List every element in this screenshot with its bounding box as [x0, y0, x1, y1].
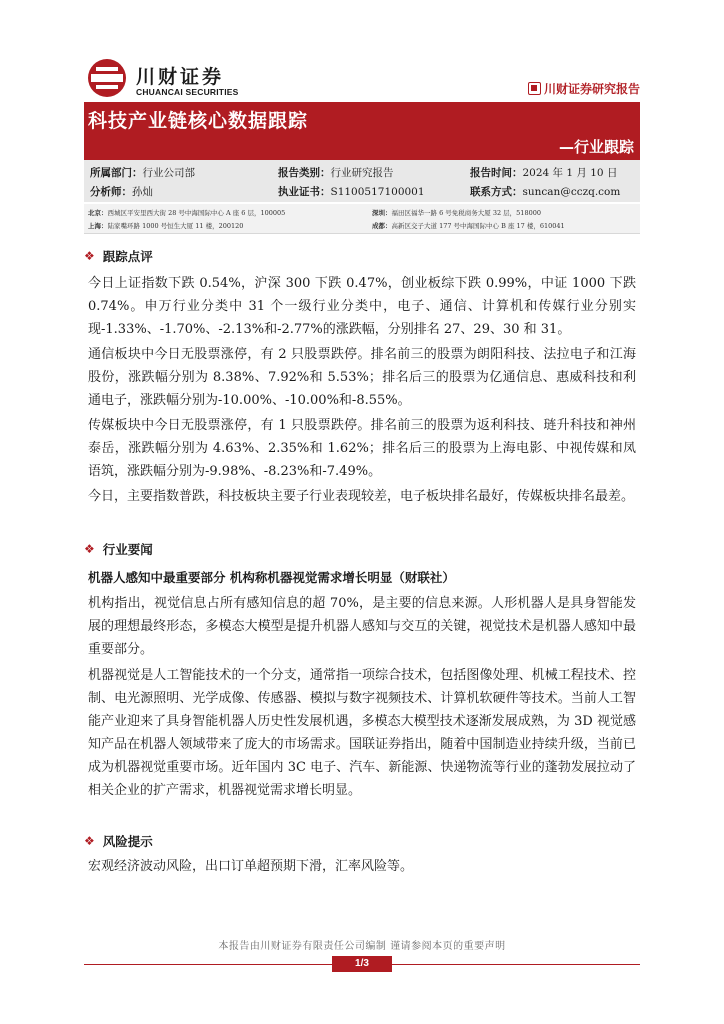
chuancai-logo-icon: [84, 58, 130, 98]
paragraph-telecom: 通信板块中今日无股票涨停，有 2 只股票跌停。排名前三的股票为朗阳科技、法拉电子和江海股份，涨跌幅分别为 8.38%、7.92%和 5.53%；排名后三的股票为亿通信息、惠威科技和利通电子，涨跌幅分别为-10.00%、-10.00%和-8.55%。: [88, 347, 636, 408]
paragraph-media: 传媒板块中今日无股票涨停，有 1 只股票跌停。排名前三的股票为返利科技、琏升科技和神州泰岳，涨跌幅分别为 4.63%、2.35%和 1.62%；排名后三的股票为上海电影、中视传媒和凤语筑，涨跌幅分别为-9.98%、-8.23%和-7.49%。: [88, 418, 636, 479]
meta-contact-label: 联系方式：: [470, 186, 523, 198]
addr-shanghai-value: 陆家嘴环路 1000 号恒生大厦 11 楼，200120: [107, 222, 244, 230]
office-addresses: [84, 204, 640, 234]
paragraph-conclusion: 今日，主要指数普跌，科技板块主要子行业表现较差，电子板块排名最好，传媒板块排名最差。: [88, 489, 635, 504]
meta-dept-label: 所属部门：: [90, 167, 143, 179]
diamond-bullet-icon: ❖: [84, 249, 95, 263]
paragraph-vision-info: 机构指出，视觉信息占所有感知信息的超 70%，是主要的信息来源。人形机器人是具身智能发展的理想最终形态，多模态大模型是提升机器人感知与交互的关键，视觉技术是机器人感知中最重要部分。: [88, 596, 636, 657]
addr-shanghai-label: 上海：: [88, 222, 108, 230]
addr-shanghai: [88, 221, 243, 230]
meta-dept: [90, 165, 195, 180]
meta-analyst-label: 分析师：: [90, 186, 132, 198]
meta-analyst-value: 孙灿: [132, 186, 153, 198]
meta-time-label: 报告时间：: [470, 167, 523, 179]
meta-analyst: [90, 184, 153, 199]
brand-name-en: CHUANCAI SECURITIES: [136, 87, 239, 97]
meta-license: [278, 184, 425, 199]
report-badge-icon: [528, 82, 541, 95]
diamond-bullet-icon: ❖: [84, 542, 95, 556]
diamond-bullet-icon: ❖: [84, 834, 95, 848]
addr-beijing: [88, 208, 285, 217]
addr-beijing-label: 北京：: [88, 209, 108, 217]
news-headline: 机器人感知中最重要部分 机构称机器视觉需求增长明显（财联社）: [88, 570, 455, 585]
section-heading-risk: [84, 832, 153, 850]
addr-shenzhen-value: 福田区福华一路 6 号免税商务大厦 32 层，518000: [391, 209, 541, 217]
section-heading-tracking: [84, 247, 153, 265]
report-meta: [84, 160, 640, 202]
meta-time: [470, 165, 617, 180]
page-subtitle: —行业跟踪: [558, 138, 634, 156]
section-heading-risk-label: 风险提示: [102, 834, 153, 849]
title-banner: [84, 102, 640, 160]
meta-dept-value: 行业公司部: [142, 167, 195, 179]
report-badge: [528, 80, 640, 97]
meta-time-value: 2024 年 1 月 10 日: [522, 167, 618, 179]
addr-chengdu-label: 成都：: [372, 222, 392, 230]
addr-chengdu: [372, 221, 565, 230]
paragraph-machine-vision: 机器视觉是人工智能技术的一个分支，通常指一项综合技术，包括图像处理、机械工程技术、控制、电光源照明、光学成像、传感器、模拟与数字视频技术、计算机软硬件等技术。当前人工智能产业迎来了具身智能机器人历史性发展机遇，多模态大模型技术逐渐发展成熟，为 3D 视觉感知产品在机器人领域带来了庞大的市场需求。国联证券指出，随着中国制造业持续升级，当前已成为机器视觉重要市场。近年国内 3C 电子、汽车、新能源、快递物流等行业的蓬勃发展拉动了相关企业的扩产需求，机器视觉需求增长明显。: [88, 668, 636, 798]
meta-type-label: 报告类别：: [278, 167, 331, 179]
paragraph-index-summary: 今日上证指数下跌 0.54%，沪深 300 下跌 0.47%，创业板综下跌 0.99%，中证 1000 下跌 0.74%。申万行业分类中 31 个一级行业分类中，电子、通信、计算机和传媒行业分别实现-1.33%、-1.70%、-2.13%和-2.77%的涨跌幅，分别排名 27、29、30 和 31。: [88, 276, 636, 337]
section-heading-news-label: 行业要闻: [102, 542, 153, 557]
report-header: [84, 54, 640, 100]
footer-disclaimer: 本报告由川财证券有限责任公司编制 谨请参阅本页的重要声明: [218, 941, 506, 952]
meta-contact: [470, 184, 620, 199]
addr-beijing-value: 西城区平安里西大街 28 号中海国际中心 A 座 6 层，100005: [107, 209, 286, 217]
page-number: 1/3: [332, 956, 392, 972]
meta-contact-value[interactable]: suncan@cczq.com: [522, 186, 621, 198]
meta-license-label: 执业证书：: [278, 186, 331, 198]
report-badge-label: 川财证券研究报告: [543, 82, 640, 96]
section-heading-tracking-label: 跟踪点评: [102, 249, 153, 264]
section-heading-news: [84, 540, 153, 558]
paragraph-risk: 宏观经济波动风险，出口订单超预期下滑，汇率风险等。: [88, 859, 414, 874]
meta-license-value: S1100517100001: [330, 186, 425, 198]
addr-shenzhen: [372, 208, 541, 217]
addr-shenzhen-label: 深圳：: [372, 209, 392, 217]
brand-name-cn: 川财证券: [136, 66, 225, 88]
addr-chengdu-value: 高新区交子大道 177 号中海国际中心 B 座 17 楼，610041: [391, 222, 565, 230]
page-title: 科技产业链核心数据跟踪: [88, 110, 309, 132]
meta-type: [278, 165, 394, 180]
meta-type-value: 行业研究报告: [330, 167, 394, 179]
